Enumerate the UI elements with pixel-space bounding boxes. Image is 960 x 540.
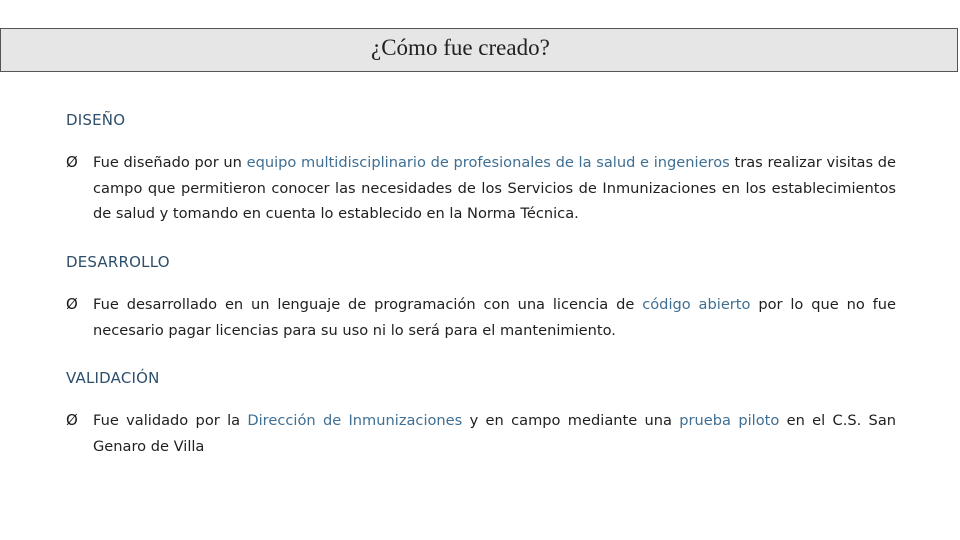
bullet-text: tras realizar visitas de campo que permitieron conocer las necesidades de los Servicios de Inmunizaciones en los establecimientos de salud y tomando en cuenta lo establecido en la Norma Técnica.: [93, 154, 897, 222]
bullet-item-validacion: [66, 408, 896, 459]
bullet-text: Fue desarrollado en un lenguaje de programación con una licencia de: [93, 296, 643, 313]
bullet-text: y en campo mediante una: [462, 412, 680, 429]
bullet-item-desarrollo: [66, 292, 896, 343]
highlight-text: prueba piloto: [679, 412, 780, 429]
arrow-bullet-icon: Ø: [66, 153, 78, 171]
bullet-text: por lo que no fue necesario pagar licencias para su uso ni lo será para el mantenimiento.: [93, 296, 896, 339]
bullet-text: en el C.S. San Genaro de Villa: [93, 412, 897, 455]
section-heading-desarrollo: DESARROLLO: [66, 253, 170, 271]
highlight-text: equipo multidisciplinario de profesionales de la salud e ingenieros: [246, 154, 730, 171]
bullet-item-diseno: [66, 150, 896, 227]
arrow-bullet-icon: Ø: [66, 411, 78, 429]
highlight-text: Dirección de Inmunizaciones: [247, 412, 463, 429]
section-diseno: [66, 110, 896, 227]
title-bar: [0, 28, 958, 72]
section-validacion: [66, 368, 896, 459]
slide-title: ¿Cómo fue creado?: [371, 35, 550, 60]
arrow-bullet-icon: Ø: [66, 295, 78, 313]
section-heading-diseno: DISEÑO: [66, 111, 126, 129]
bullet-text: Fue validado por la: [93, 412, 248, 429]
section-heading-validacion: VALIDACIÓN: [66, 369, 160, 387]
highlight-text: código abierto: [642, 296, 751, 313]
bullet-text: Fue diseñado por un: [93, 154, 247, 171]
section-desarrollo: [66, 252, 896, 343]
